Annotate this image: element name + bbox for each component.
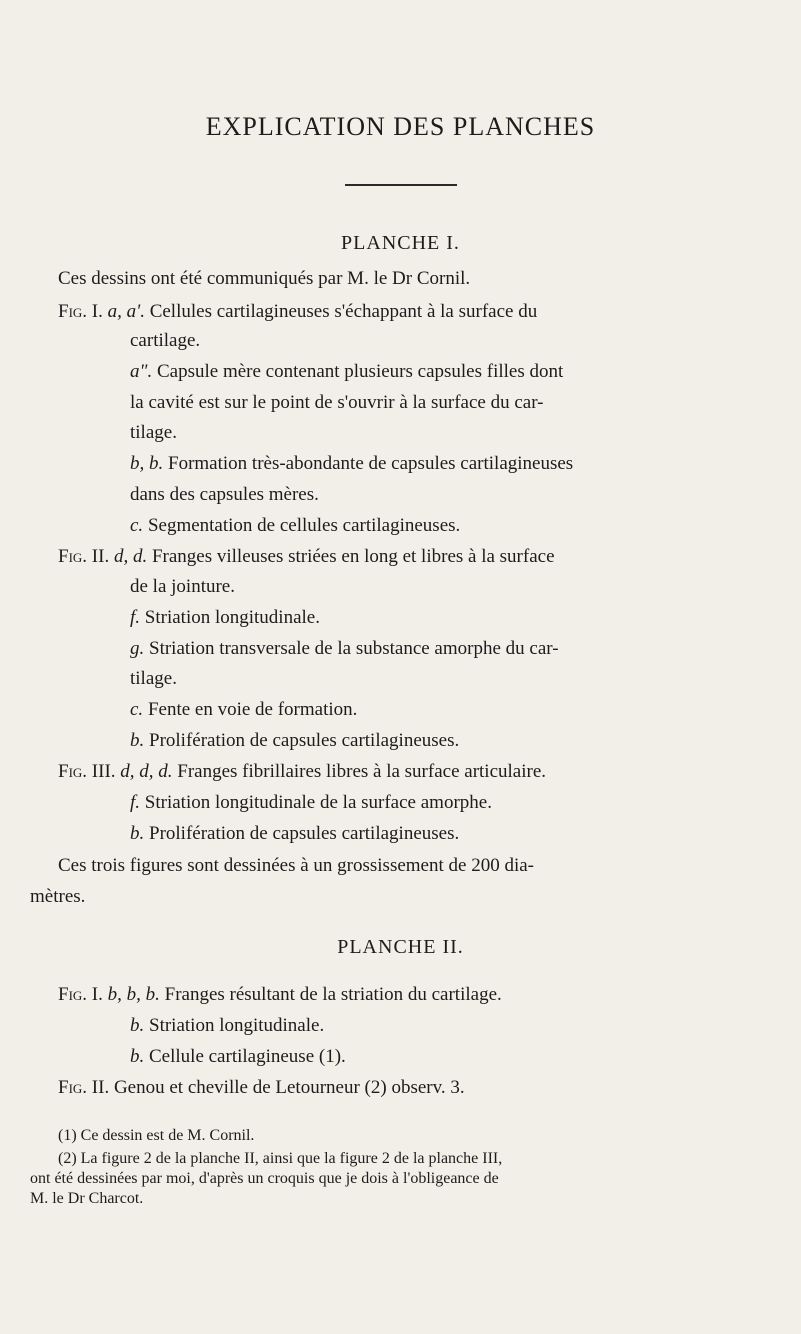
entry-text: Franges fibrillaires libres à la surface articulaire.: [177, 761, 547, 782]
entry-text: Fente en voie de formation.: [147, 699, 358, 720]
plate-2-entry: [130, 1046, 346, 1068]
figure-label: Fig. II.: [58, 546, 110, 567]
figure-label: Fig. III.: [58, 761, 116, 782]
plate-1-entry: [130, 792, 492, 814]
entry-text: Franges résultant de la striation du cartilage.: [164, 984, 502, 1005]
plate-1-entry: [130, 453, 573, 475]
footnote: M. le Dr Charcot.: [30, 1190, 144, 1207]
plate-1-entry: [58, 546, 555, 568]
entry-continuation: cartilage.: [130, 330, 201, 351]
plate-1-heading: PLANCHE I.: [341, 232, 460, 254]
entry-text: Cellule cartilagineuse (1).: [149, 1046, 346, 1067]
entry-letters: b.: [130, 1015, 145, 1036]
entry-letters: b, b, b.: [107, 984, 160, 1005]
plate-1-intro: Ces dessins ont été communiqués par M. le Dr Cornil.: [58, 268, 471, 289]
entry-text: Striation longitudinale.: [149, 1015, 325, 1036]
entry-text: Genou et cheville de Letourneur (2) observ. 3.: [113, 1077, 465, 1098]
entry-text: Prolifération de capsules cartilagineuses.: [149, 730, 460, 751]
plate-1-entry: [130, 823, 459, 845]
plate-2-entry: [130, 1015, 324, 1037]
plate-1-entry: [130, 699, 357, 721]
plate-1-entry: [58, 761, 546, 783]
plate-1-entry: [58, 301, 537, 323]
entry-continuation: de la jointure.: [130, 576, 235, 597]
footnote: ont été dessinées par moi, d'après un croquis que je dois à l'obligeance de: [30, 1170, 499, 1187]
footnote: (2) La figure 2 de la planche II, ainsi que la figure 2 de la planche III,: [58, 1150, 503, 1167]
entry-continuation: tilage.: [130, 668, 177, 689]
figure-label: Fig. I.: [58, 984, 103, 1005]
plate-1-closing: mètres.: [30, 886, 86, 907]
entry-letters: a".: [130, 361, 153, 382]
entry-continuation: dans des capsules mères.: [130, 484, 319, 505]
entry-letters: b, b.: [130, 453, 164, 474]
page-title: EXPLICATION DES PLANCHES: [205, 112, 596, 141]
plate-1-entry: [130, 361, 563, 383]
entry-text: Segmentation de cellules cartilagineuses.: [147, 515, 461, 536]
entry-letters: d, d, d.: [120, 761, 173, 782]
entry-letters: b.: [130, 823, 145, 844]
entry-text: Prolifération de capsules cartilagineuses.: [149, 823, 460, 844]
plate-1-closing: Ces trois figures sont dessinées à un grossissement de 200 dia-: [58, 855, 534, 876]
figure-label: Fig. I.: [58, 301, 103, 322]
entry-continuation: la cavité est sur le point de s'ouvrir à la surface du car-: [130, 392, 544, 413]
entry-letters: c.: [130, 699, 144, 720]
plate-1-entry: [130, 638, 559, 660]
plate-2-entry: [58, 1077, 465, 1099]
entry-letters: b.: [130, 730, 145, 751]
entry-text: Capsule mère contenant plusieurs capsules filles dont: [156, 361, 564, 382]
entry-letters: b.: [130, 1046, 145, 1067]
plate-1-entry: [130, 515, 460, 537]
plate-2-entry: [58, 984, 502, 1006]
entry-text: Striation transversale de la substance amorphe du car-: [149, 638, 559, 659]
entry-text: Striation longitudinale de la surface amorphe.: [144, 792, 492, 813]
plate-1-entry: [130, 607, 320, 629]
entry-letters: a, a'.: [107, 301, 145, 322]
entry-letters: g.: [130, 638, 145, 659]
entry-continuation: tilage.: [130, 422, 177, 443]
entry-text: Formation très-abondante de capsules cartilagineuses: [168, 453, 574, 474]
entry-letters: f.: [130, 607, 141, 628]
footnote: (1) Ce dessin est de M. Cornil.: [58, 1127, 255, 1144]
entry-text: Franges villeuses striées en long et libres à la surface: [151, 546, 555, 567]
plate-1-entry: [130, 730, 459, 752]
plate-2-heading: PLANCHE II.: [337, 936, 464, 958]
figure-label: Fig. II.: [58, 1077, 110, 1098]
entry-letters: f.: [130, 792, 141, 813]
entry-letters: d, d.: [113, 546, 148, 567]
title-divider: [345, 184, 457, 186]
entry-letters: c.: [130, 515, 144, 536]
entry-text: Cellules cartilagineuses s'échappant à la surface du: [149, 301, 538, 322]
entry-text: Striation longitudinale.: [144, 607, 320, 628]
